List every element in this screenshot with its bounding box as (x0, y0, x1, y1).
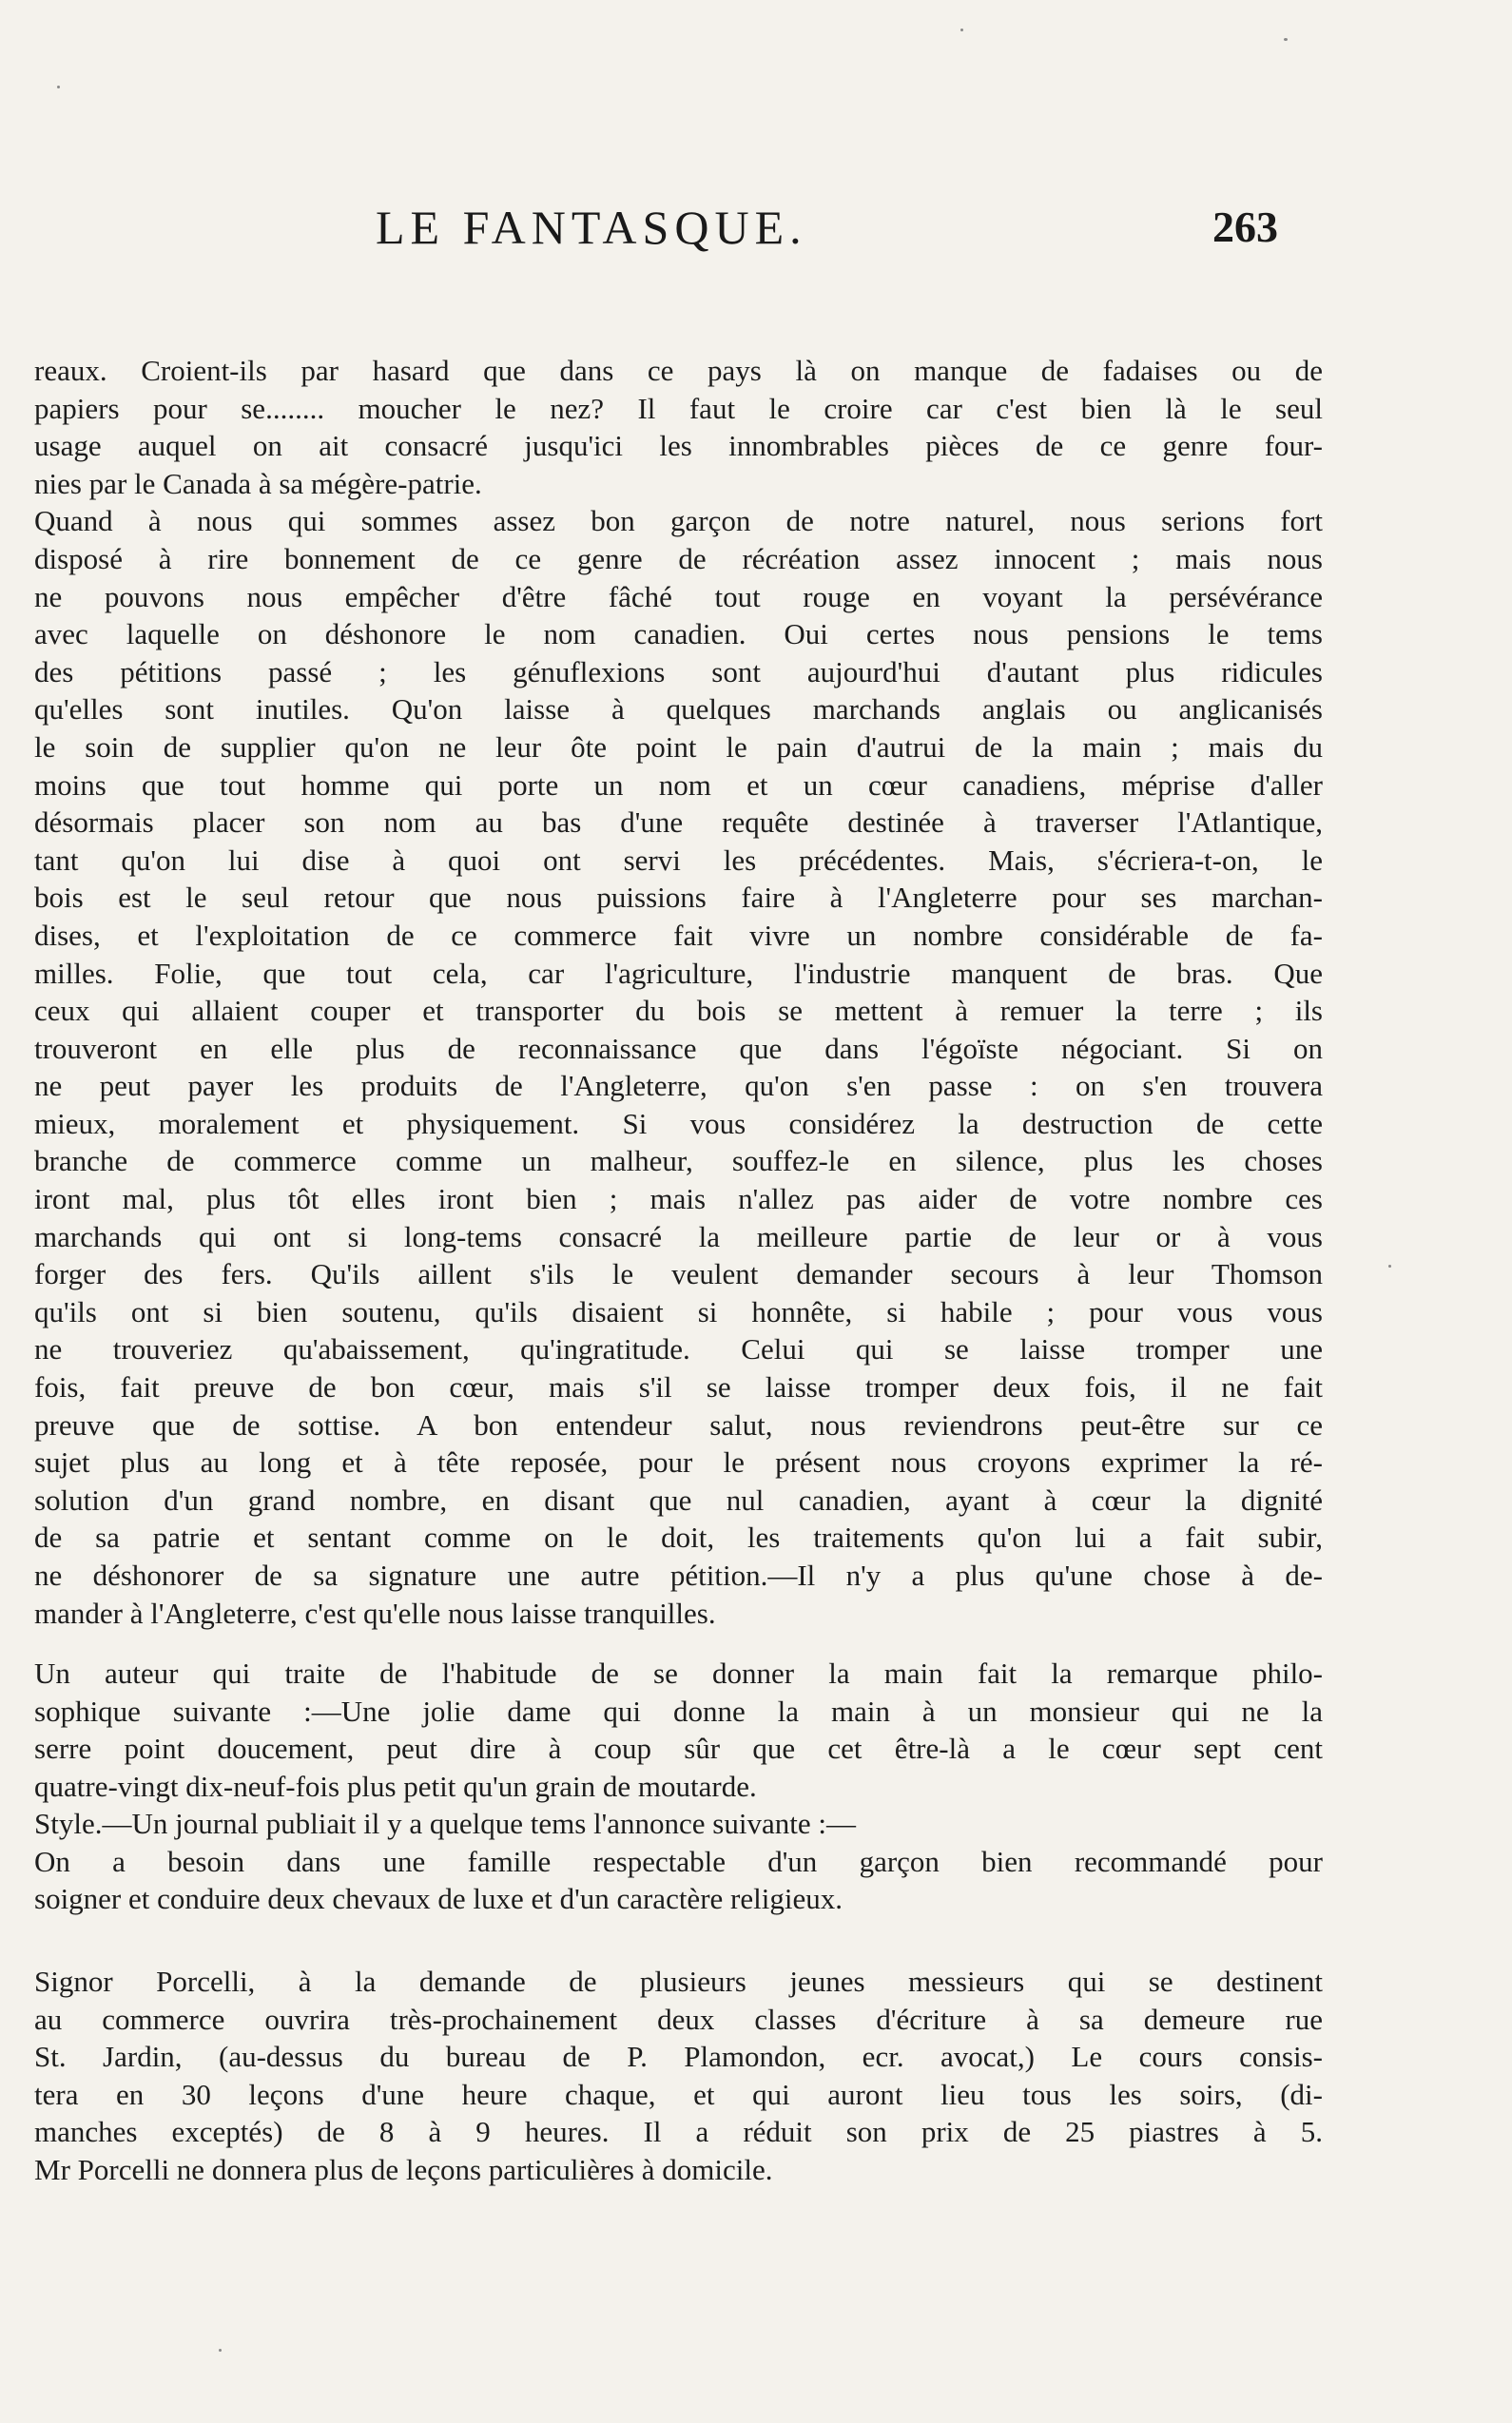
text-line: soigner et conduire deux chevaux de luxe et d'un caractère religieux. (34, 1882, 843, 1915)
advertisement-porcelli (34, 1963, 1323, 2189)
text-line: papiers pour se........ moucher le nez? Il faut le croire car c'est bien là le seul (34, 391, 1323, 425)
text-line: branche de commerce comme un malheur, souffez-le en silence, plus les choses (34, 1144, 1323, 1178)
text-line: de sa patrie et sentant comme on le doit, les traitements qu'on lui a fait subir, (34, 1521, 1323, 1555)
text-line: preuve que de sottise. A bon entendeur salut, nous reviendrons peut-être sur ce (34, 1407, 1323, 1442)
article-handshake-and-style (34, 1655, 1323, 1918)
text-line: dises, et l'exploitation de ce commerce fait vivre un nombre considérable de fa- (34, 918, 1323, 952)
text-line: tera en 30 leçons d'une heure chaque, et qui auront lieu tous les soirs, (di- (34, 2077, 1323, 2111)
text-line: manches exceptés) de 8 à 9 heures. Il a réduit son prix de 25 piastres à 5. (34, 2115, 1323, 2149)
text-line: mieux, moralement et physiquement. Si vous considérez la destruction de cette (34, 1106, 1323, 1140)
text-line: mander à l'Angleterre, c'est qu'elle nous laisse tranquilles. (34, 1596, 716, 1630)
text-line: désormais placer son nom au bas d'une requête destinée à traverser l'Atlantique, (34, 805, 1323, 840)
text-line: St. Jardin, (au-dessus du bureau de P. Plamondon, ecr. avocat,) Le cours consis- (34, 2040, 1323, 2074)
text-line: moins que tout homme qui porte un nom et un cœur canadiens, méprise d'aller (34, 767, 1323, 802)
text-line: reaux. Croient-ils par hasard que dans ce pays là on manque de fadaises ou de (34, 354, 1323, 387)
text-line: fois, fait preuve de bon cœur, mais s'il se laisse tromper deux fois, il ne fait (34, 1370, 1323, 1405)
text-line: milles. Folie, que tout cela, car l'agriculture, l'industrie manquent de bras. Que (34, 956, 1323, 990)
text-line: quatre-vingt dix-neuf-fois plus petit qu'un grain de moutarde. (34, 1769, 757, 1803)
text-line: sujet plus au long et à tête reposée, pour le présent nous croyons exprimer la ré- (34, 1445, 1323, 1480)
print-speck (57, 86, 60, 88)
print-speck (1284, 38, 1288, 41)
page-number: 263 (1212, 203, 1278, 251)
text-line: Un auteur qui traite de l'habitude de se donner la main fait la remarque philo- (34, 1657, 1323, 1690)
text-line: qu'elles sont inutiles. Qu'on laisse à quelques marchands anglais ou anglicanisés (34, 692, 1323, 727)
print-speck (960, 29, 963, 31)
article-petitions (34, 352, 1323, 1632)
print-speck (1388, 1265, 1391, 1268)
text-line: iront mal, plus tôt elles iront bien ; mais n'allez pas aider de votre nombre ces (34, 1182, 1323, 1216)
text-line: ne trouveriez qu'abaissement, qu'ingratitude. Celui qui se laisse tromper une (34, 1332, 1323, 1367)
text-line: serre point doucement, peut dire à coup sûr que cet être-là a le cœur sept cent (34, 1732, 1323, 1765)
text-line: nies par le Canada à sa mégère-patrie. (34, 466, 482, 500)
text-line: sophique suivante :—Une jolie dame qui donne la main à un monsieur qui ne la (34, 1694, 1323, 1728)
text-line: Signor Porcelli, à la demande de plusieurs jeunes messieurs qui se destinent (34, 1965, 1323, 1998)
journal-title: LE FANTASQUE. (376, 201, 807, 254)
text-line: On a besoin dans une famille respectable d'un garçon bien recommandé pour (34, 1844, 1323, 1878)
text-line: ne déshonorer de sa signature une autre pétition.—Il n'y a plus qu'une chose à de- (34, 1559, 1323, 1592)
text-line: tant qu'on lui dise à quoi ont servi les précédentes. Mais, s'écriera-t-on, le (34, 843, 1323, 877)
text-line: des pétitions passé ; les génuflexions sont aujourd'hui d'autant plus ridicules (34, 654, 1323, 688)
text-line: trouveront en elle plus de reconnaissance que dans l'égoïste négociant. Si on (34, 1031, 1323, 1065)
text-line: Mr Porcelli ne donnera plus de leçons particulières à domicile. (34, 2152, 773, 2186)
text-line: marchands qui ont si long-tems consacré la meilleure partie de leur or à vous (34, 1219, 1323, 1253)
print-speck (219, 2349, 222, 2352)
text-line: ne peut payer les produits de l'Angleterre, qu'on s'en passe : on s'en trouvera (34, 1069, 1323, 1103)
text-line: qu'ils ont si bien soutenu, qu'ils disaient si honnête, si habile ; pour vous vous (34, 1294, 1323, 1328)
text-line: bois est le seul retour que nous puissions faire à l'Angleterre pour ses marchan- (34, 881, 1323, 915)
text-line: disposé à rire bonnement de ce genre de récréation assez innocent ; mais nous (34, 541, 1323, 575)
text-line: avec laquelle on déshonore le nom canadien. Oui certes nous pensions le tems (34, 617, 1323, 651)
text-line: solution d'un grand nombre, en disant que nul canadien, ayant à cœur la dignité (34, 1483, 1323, 1517)
text-line: ceux qui allaient couper et transporter du bois se mettent à remuer la terre ; ils (34, 994, 1323, 1028)
text-line: Style.—Un journal publiait il y a quelque tems l'annonce suivante :— (34, 1807, 856, 1840)
text-line: Quand à nous qui sommes assez bon garçon de notre naturel, nous serions fort (34, 504, 1323, 538)
text-line: forger des fers. Qu'ils aillent s'ils le veulent demander secours à leur Thomson (34, 1257, 1323, 1291)
text-line: usage auquel on ait consacré jusqu'ici les innombrables pièces de ce genre four- (34, 429, 1323, 463)
text-line: le soin de supplier qu'on ne leur ôte point le pain d'autrui de la main ; mais du (34, 729, 1323, 764)
text-line: au commerce ouvrira très-prochainement deux classes d'écriture à sa demeure rue (34, 2002, 1323, 2036)
text-line: ne pouvons nous empêcher d'être fâché tout rouge en voyant la persévérance (34, 579, 1323, 613)
page-header (0, 200, 1512, 266)
